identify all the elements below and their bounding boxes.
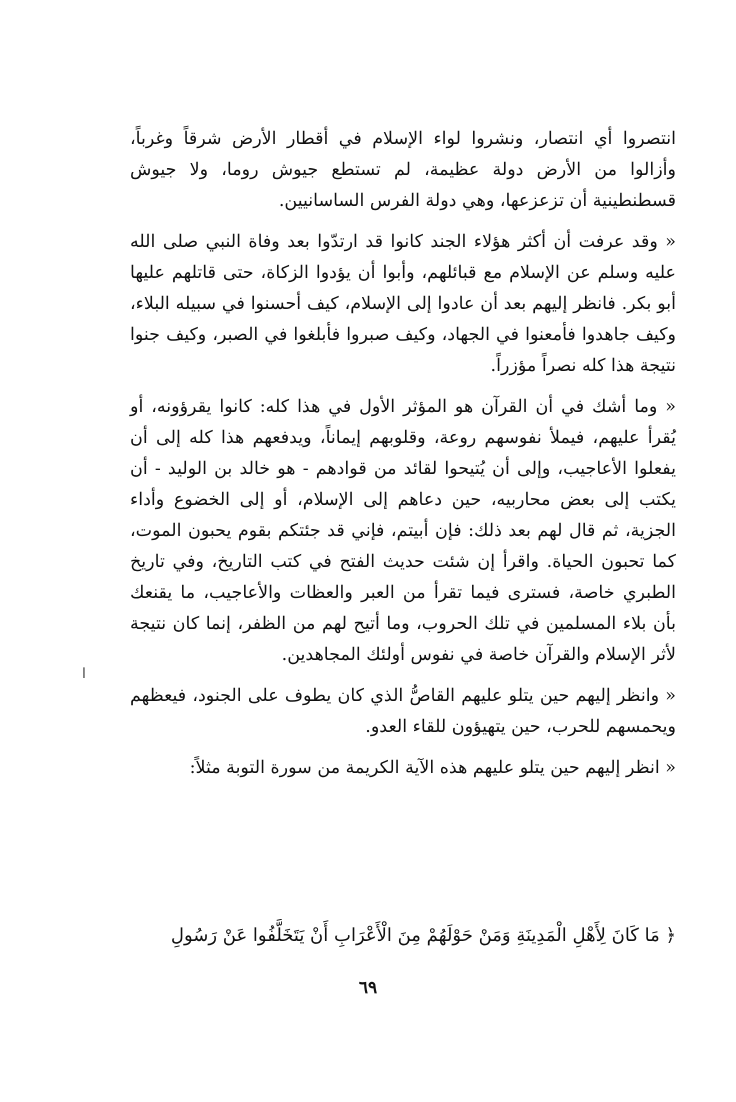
paragraph-2: « وقد عرفت أن أكثر هؤلاء الجند كانوا قد ارتدّوا بعد وفاة النبي صلى الله عليه وسلم عن الإسلام مع قبائلهم، وأبوا أن يؤدوا الزكاة، حتى قاتلهم عليها أبو بكر. فانظر إليهم بعد أن عادوا إلى الإسلام، كيف أحسنوا في سبيله البلاء، وكيف جاهدوا فأمعنوا في الجهاد، وكيف صبروا فأبلغوا في الصبر، وكيف جنوا نتيجة هذا كله نصراً مؤزراً.: [130, 232, 676, 376]
paragraph-5: « انظر إليهم حين يتلو عليهم هذه الآية الكريمة من سورة التوبة مثلاً:: [189, 758, 676, 778]
margin-mark: ا: [82, 666, 86, 682]
body-text: [130, 124, 676, 784]
page-number: ٦٩: [358, 978, 378, 998]
quran-verse-line: ﴿ مَا كَانَ لِأَهْلِ الْمَدِينَةِ وَمَنْ حَوْلَهُمْ مِنَ الْأَعْرَابِ أَنْ يَتَخَلَّفُوا عَنْ رَسُولِ: [170, 925, 676, 946]
paragraph-3: « وما أشك في أن القرآن هو المؤثر الأول في هذا كله: كانوا يقرؤونه، أو يُقرأ عليهم، فيملأ نفوسهم روعة، وقلوبهم إيماناً، ويدفعهم هذا كله إلى أن يفعلوا الأعاجيب، وإلى أن يُتيحوا لقائد من قوادهم - هو خالد بن الوليد - أن يكتب إلى بعض محاربيه، حين دعاهم إلى الإسلام، أو إلى الخضوع وأداء الجزية، ثم قال لهم بعد ذلك: فإن أبيتم، فإني قد جئتكم بقوم يحبون الموت، كما تحبون الحياة. واقرأ إن شئت حديث الفتح في كتب التاريخ، وفي تاريخ الطبري خاصة، فسترى فيما تقرأ من العبر والعظات والأعاجيب، ما يقنعك بأن بلاء المسلمين في تلك الحروب، وما أتيح لهم من الظفر، إنما كان نتيجة لأثر الإسلام والقرآن خاصة في نفوس أولئك المجاهدين.: [130, 397, 676, 665]
paragraph-4: « وانظر إليهم حين يتلو عليهم القاصُّ الذي كان يطوف على الجنود، فيعظهم ويحمسهم للحرب، حين يتهيؤون للقاء العدو.: [130, 686, 676, 737]
paragraph-1: انتصروا أي انتصار، ونشروا لواء الإسلام في أقطار الأرض شرقاً وغرباً، وأزالوا من الأرض دولة عظيمة، لم تستطع جيوش روما، ولا جيوش قسطنطينية أن تزعزعها، وهي دولة الفرس الساسانيين.: [130, 129, 676, 211]
